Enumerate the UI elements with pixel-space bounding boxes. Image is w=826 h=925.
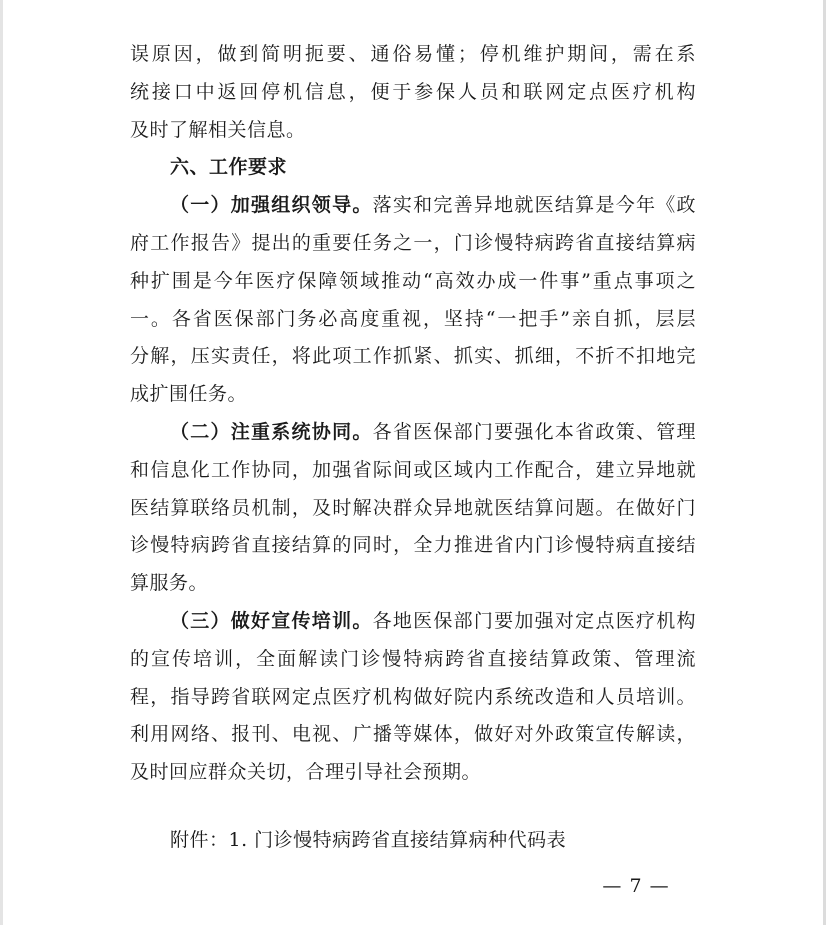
text-line: 统接口中返回停机信息，便于参保人员和联网定点医疗机构 [130,80,696,103]
page-edge-left [0,0,3,925]
text-line: 及时了解相关信息。 [130,118,306,141]
page-number: — 7 — [602,875,670,897]
paragraph-item-2 [130,414,696,603]
paragraph-item-1 [130,187,696,414]
text-line: 成扩围任务。 [130,383,248,406]
item-title: （二）注重系统协同。 [170,420,373,443]
text-line: 和信息化工作协同，加强省际间或区域内工作配合，建立异地就 [130,458,696,481]
spacer [130,792,696,822]
text-line [130,603,696,641]
item-title: （三）做好宣传培训。 [170,609,373,632]
item-text: 各地医保部门要加强对定点医疗机构 [372,609,696,632]
paragraph-intro [130,36,696,149]
text-line: 及时回应群众关切，合理引导社会预期。 [130,761,482,784]
paragraph-item-3 [130,603,696,792]
attachment-line: 附件：1. 门诊慢特病跨省直接结算病种代码表 [170,828,567,851]
text-line [130,414,696,452]
text-line: 的宣传培训，全面解读门诊慢特病跨省直接结算政策、管理流 [130,647,696,670]
item-text: 落实和完善异地就医结算是今年《政 [372,194,696,217]
text-line [130,187,696,225]
text-line: 医结算联络员机制，及时解决群众异地就医结算问题。在做好门 [130,496,696,519]
text-line: 利用网络、报刊、电视、广播等媒体，做好对外政策宣传解读， [130,723,696,746]
section-heading: 六、工作要求 [170,156,288,179]
document-body [130,36,696,860]
text-line: 误原因，做到简明扼要、通俗易懂；停机维护期间，需在系 [130,43,696,65]
text-line: 程，指导跨省联网定点医疗机构做好院内系统改造和人员培训。 [130,685,696,708]
text-line: 诊慢特病跨省直接结算的同时，全力推进省内门诊慢特病直接结 [130,534,696,557]
item-title: （一）加强组织领导。 [170,194,373,217]
text-line: 算服务。 [130,572,209,595]
text-line: 分解，压实责任，将此项工作抓紧、抓实、抓细，不折不扣地完 [130,345,696,368]
text-line: 府工作报告》提出的重要任务之一，门诊慢特病跨省直接结算病 [130,231,696,254]
item-text: 各省医保部门要强化本省政策、管理 [372,420,696,443]
text-line: 种扩围是今年医疗保障领域推动“高效办成一件事”重点事项之 [130,269,696,292]
text-line: 一。各省医保部门务必高度重视，坚持“一把手”亲自抓，层层 [130,307,696,330]
